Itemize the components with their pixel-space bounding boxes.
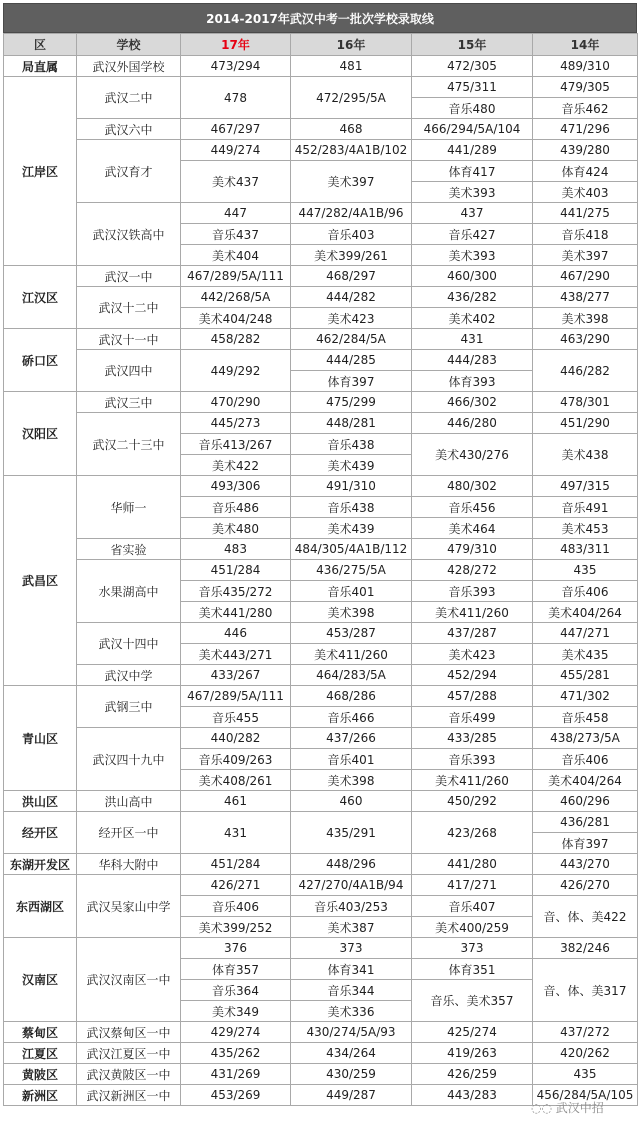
score-cell: 音乐427 (412, 224, 533, 245)
school-cell: 武汉汉南区一中 (77, 938, 181, 1022)
school-cell: 武汉黄陂区一中 (77, 1064, 181, 1085)
score-cell: 美术411/260 (412, 602, 533, 623)
district-cell: 武昌区 (4, 476, 77, 686)
table-row (4, 287, 638, 308)
district-cell: 江岸区 (4, 77, 77, 266)
school-cell: 武汉四中 (77, 350, 181, 392)
score-cell: 444/283 (412, 350, 533, 371)
school-cell: 武汉二中 (77, 77, 181, 119)
score-cell: 457/288 (412, 686, 533, 707)
district-cell: 洪山区 (4, 791, 77, 812)
score-cell: 470/290 (181, 392, 291, 413)
school-cell: 洪山高中 (77, 791, 181, 812)
score-cell: 美术404/264 (533, 770, 638, 791)
score-cell: 453/269 (181, 1085, 291, 1106)
watermark-label: 武汉中招 (555, 1101, 604, 1115)
score-cell: 音乐456 (412, 497, 533, 518)
score-cell: 音乐407 (412, 896, 533, 917)
score-cell: 音乐438 (291, 434, 412, 455)
score-cell: 美术402 (412, 308, 533, 329)
score-cell: 美术411/260 (412, 770, 533, 791)
score-cell: 音乐437 (181, 224, 291, 245)
column-header-school: 学校 (77, 34, 181, 56)
table-row (4, 1043, 638, 1064)
score-cell: 452/283/4A1B/102 (291, 140, 412, 161)
score-cell: 467/290 (533, 266, 638, 287)
school-cell: 武钢三中 (77, 686, 181, 728)
school-cell: 经开区一中 (77, 812, 181, 854)
score-cell: 美术397 (533, 245, 638, 266)
district-cell: 硚口区 (4, 329, 77, 392)
score-cell: 音乐435/272 (181, 581, 291, 602)
school-cell: 武汉六中 (77, 119, 181, 140)
score-cell: 467/297 (181, 119, 291, 140)
score-cell: 美术393 (412, 245, 533, 266)
score-cell: 493/306 (181, 476, 291, 497)
score-cell: 美术398 (291, 602, 412, 623)
school-cell: 武汉新洲区一中 (77, 1085, 181, 1106)
school-cell: 华师一 (77, 476, 181, 539)
score-cell: 美术404 (181, 245, 291, 266)
table-row (4, 791, 638, 812)
table-row (4, 728, 638, 749)
score-cell: 481 (291, 56, 412, 77)
column-header-2017: 17年 (181, 34, 291, 56)
score-cell: 461 (181, 791, 291, 812)
district-cell: 汉南区 (4, 938, 77, 1022)
score-cell: 491/310 (291, 476, 412, 497)
score-cell: 437 (412, 203, 533, 224)
score-cell: 438/277 (533, 287, 638, 308)
school-cell: 水果湖高中 (77, 560, 181, 623)
score-cell: 美术439 (291, 518, 412, 539)
score-cell: 美术399/261 (291, 245, 412, 266)
score-cell: 480/302 (412, 476, 533, 497)
score-cell: 460/296 (533, 791, 638, 812)
score-cell: 音乐406 (181, 896, 291, 917)
table-row (4, 539, 638, 560)
score-cell: 436/275/5A (291, 560, 412, 581)
score-cell: 449/287 (291, 1085, 412, 1106)
score-cell: 美术423 (291, 308, 412, 329)
district-cell: 江汉区 (4, 266, 77, 329)
school-cell: 武汉三中 (77, 392, 181, 413)
school-cell: 武汉吴家山中学 (77, 875, 181, 938)
school-cell: 武汉外国学校 (77, 56, 181, 77)
score-cell: 音乐486 (181, 497, 291, 518)
table-row (4, 1022, 638, 1043)
score-cell: 373 (412, 938, 533, 959)
score-cell: 音乐491 (533, 497, 638, 518)
score-cell: 446 (181, 623, 291, 644)
score-cell: 美术423 (412, 644, 533, 665)
score-cell: 435/262 (181, 1043, 291, 1064)
score-cell: 435/291 (291, 812, 412, 854)
score-cell: 体育351 (412, 959, 533, 980)
score-cell: 美术399/252 (181, 917, 291, 938)
score-cell: 450/292 (412, 791, 533, 812)
score-cell: 音乐403 (291, 224, 412, 245)
score-cell: 音乐438 (291, 497, 412, 518)
score-cell: 431 (412, 329, 533, 350)
score-cell: 美术397 (291, 161, 412, 203)
score-cell: 美术387 (291, 917, 412, 938)
table-body (4, 56, 638, 1106)
district-cell: 新洲区 (4, 1085, 77, 1106)
score-cell: 美术393 (412, 182, 533, 203)
score-cell: 451/284 (181, 854, 291, 875)
score-cell: 489/310 (533, 56, 638, 77)
score-cell: 音乐455 (181, 707, 291, 728)
district-cell: 局直属 (4, 56, 77, 77)
table-row (4, 392, 638, 413)
score-cell: 429/274 (181, 1022, 291, 1043)
district-cell: 青山区 (4, 686, 77, 791)
score-cell: 美术435 (533, 644, 638, 665)
school-cell: 武汉育才 (77, 140, 181, 203)
score-cell: 478 (181, 77, 291, 119)
score-cell: 美术422 (181, 455, 291, 476)
score-cell: 435 (533, 1064, 638, 1085)
score-cell: 483/311 (533, 539, 638, 560)
score-cell: 479/310 (412, 539, 533, 560)
score-cell: 美术404/248 (181, 308, 291, 329)
score-cell: 426/270 (533, 875, 638, 896)
score-cell: 437/272 (533, 1022, 638, 1043)
score-cell: 451/284 (181, 560, 291, 581)
score-cell: 美术411/260 (291, 644, 412, 665)
score-cell: 音乐413/267 (181, 434, 291, 455)
score-cell: 475/311 (412, 77, 533, 98)
score-cell: 443/283 (412, 1085, 533, 1106)
school-cell: 武汉一中 (77, 266, 181, 287)
score-cell: 美术349 (181, 1001, 291, 1022)
score-cell: 体育397 (533, 833, 638, 854)
district-cell: 蔡甸区 (4, 1022, 77, 1043)
score-cell: 音乐401 (291, 749, 412, 770)
score-cell: 472/295/5A (291, 77, 412, 119)
score-cell: 419/263 (412, 1043, 533, 1064)
column-header-2014: 14年 (533, 34, 638, 56)
school-cell: 武汉十四中 (77, 623, 181, 665)
score-cell: 467/289/5A/111 (181, 686, 291, 707)
score-cell: 466/302 (412, 392, 533, 413)
score-cell: 437/287 (412, 623, 533, 644)
table-row (4, 623, 638, 644)
table-row (4, 119, 638, 140)
score-cell: 441/275 (533, 203, 638, 224)
score-cell: 471/302 (533, 686, 638, 707)
score-cell: 426/271 (181, 875, 291, 896)
score-cell: 美术453 (533, 518, 638, 539)
score-cell: 438/273/5A (533, 728, 638, 749)
score-cell: 478/301 (533, 392, 638, 413)
score-cell: 美术443/271 (181, 644, 291, 665)
table-row (4, 854, 638, 875)
score-cell: 体育424 (533, 161, 638, 182)
score-cell: 475/299 (291, 392, 412, 413)
score-cell: 436/281 (533, 812, 638, 833)
score-cell: 体育393 (412, 371, 533, 392)
district-cell: 经开区 (4, 812, 77, 854)
score-cell: 431 (181, 812, 291, 854)
district-cell: 汉阳区 (4, 392, 77, 476)
score-cell: 479/305 (533, 77, 638, 98)
score-cell: 美术464 (412, 518, 533, 539)
score-cell: 460 (291, 791, 412, 812)
score-cell: 433/267 (181, 665, 291, 686)
table-row (4, 329, 638, 350)
score-cell: 376 (181, 938, 291, 959)
score-cell: 463/290 (533, 329, 638, 350)
score-cell: 体育357 (181, 959, 291, 980)
score-cell: 430/274/5A/93 (291, 1022, 412, 1043)
score-cell: 447/282/4A1B/96 (291, 203, 412, 224)
score-cell: 447/271 (533, 623, 638, 644)
score-cell: 437/266 (291, 728, 412, 749)
score-cell: 音、体、美422 (533, 896, 638, 938)
table-row (4, 350, 638, 371)
score-cell: 美术480 (181, 518, 291, 539)
column-header-2015: 15年 (412, 34, 533, 56)
score-cell: 435 (533, 560, 638, 581)
table-row (4, 476, 638, 497)
score-cell: 448/296 (291, 854, 412, 875)
score-cell: 音乐462 (533, 98, 638, 119)
table-row (4, 1064, 638, 1085)
score-cell: 音乐401 (291, 581, 412, 602)
score-cell: 468 (291, 119, 412, 140)
school-cell: 武汉蔡甸区一中 (77, 1022, 181, 1043)
score-cell: 体育397 (291, 371, 412, 392)
table-row (4, 56, 638, 77)
score-cell: 431/269 (181, 1064, 291, 1085)
score-cell: 436/282 (412, 287, 533, 308)
district-cell: 黄陂区 (4, 1064, 77, 1085)
score-cell: 447 (181, 203, 291, 224)
score-cell: 460/300 (412, 266, 533, 287)
score-cell: 467/289/5A/111 (181, 266, 291, 287)
school-cell: 武汉四十九中 (77, 728, 181, 791)
score-cell: 美术404/264 (533, 602, 638, 623)
score-cell: 420/262 (533, 1043, 638, 1064)
admission-score-table (3, 33, 638, 1106)
score-cell: 458/282 (181, 329, 291, 350)
table-row (4, 665, 638, 686)
score-table-card (3, 3, 637, 1115)
score-cell: 444/285 (291, 350, 412, 371)
score-cell: 453/287 (291, 623, 412, 644)
score-cell: 音乐344 (291, 980, 412, 1001)
score-cell: 444/282 (291, 287, 412, 308)
score-cell: 423/268 (412, 812, 533, 854)
score-cell: 音乐418 (533, 224, 638, 245)
school-cell: 武汉汉铁高中 (77, 203, 181, 266)
school-cell: 武汉二十三中 (77, 413, 181, 476)
score-cell: 430/259 (291, 1064, 412, 1085)
score-cell: 音乐406 (533, 749, 638, 770)
column-header-2016: 16年 (291, 34, 412, 56)
score-cell: 美术439 (291, 455, 412, 476)
score-cell: 音乐、美术357 (412, 980, 533, 1022)
score-cell: 音乐458 (533, 707, 638, 728)
score-cell: 美术438 (533, 434, 638, 476)
score-cell: 484/305/4A1B/112 (291, 539, 412, 560)
score-cell: 音乐364 (181, 980, 291, 1001)
table-row (4, 812, 638, 833)
score-cell: 音乐406 (533, 581, 638, 602)
score-cell: 445/273 (181, 413, 291, 434)
score-cell: 美术398 (533, 308, 638, 329)
column-header-district: 区 (4, 34, 77, 56)
score-cell: 382/246 (533, 938, 638, 959)
table-row (4, 413, 638, 434)
score-cell: 472/305 (412, 56, 533, 77)
score-cell: 449/274 (181, 140, 291, 161)
score-cell: 440/282 (181, 728, 291, 749)
district-cell: 东湖开发区 (4, 854, 77, 875)
score-cell: 439/280 (533, 140, 638, 161)
score-cell: 441/280 (412, 854, 533, 875)
score-cell: 434/264 (291, 1043, 412, 1064)
score-cell: 427/270/4A1B/94 (291, 875, 412, 896)
wechat-watermark (531, 1099, 604, 1116)
score-cell: 美术437 (181, 161, 291, 203)
table-title: 2014-2017年武汉中考一批次学校录取线 (3, 3, 637, 33)
score-cell: 音乐466 (291, 707, 412, 728)
score-cell: 471/296 (533, 119, 638, 140)
score-cell: 443/270 (533, 854, 638, 875)
school-cell: 武汉十二中 (77, 287, 181, 329)
table-row (4, 560, 638, 581)
score-cell: 428/272 (412, 560, 533, 581)
score-cell: 446/282 (533, 350, 638, 392)
score-cell: 美术430/276 (412, 434, 533, 476)
score-cell: 音乐499 (412, 707, 533, 728)
score-cell: 373 (291, 938, 412, 959)
table-row (4, 140, 638, 161)
score-cell: 446/280 (412, 413, 533, 434)
score-cell: 体育417 (412, 161, 533, 182)
score-cell: 455/281 (533, 665, 638, 686)
score-cell: 497/315 (533, 476, 638, 497)
table-row (4, 203, 638, 224)
wechat-icon: ◌◌ (531, 1101, 552, 1115)
score-cell: 441/289 (412, 140, 533, 161)
score-cell: 473/294 (181, 56, 291, 77)
school-cell: 武汉中学 (77, 665, 181, 686)
score-cell: 462/284/5A (291, 329, 412, 350)
score-cell: 449/292 (181, 350, 291, 392)
score-cell: 音乐393 (412, 581, 533, 602)
score-cell: 417/271 (412, 875, 533, 896)
score-cell: 美术400/259 (412, 917, 533, 938)
table-row (4, 686, 638, 707)
score-cell: 美术398 (291, 770, 412, 791)
score-cell: 442/268/5A (181, 287, 291, 308)
score-cell: 466/294/5A/104 (412, 119, 533, 140)
score-cell: 体育341 (291, 959, 412, 980)
score-cell: 美术336 (291, 1001, 412, 1022)
school-cell: 武汉江夏区一中 (77, 1043, 181, 1064)
table-row (4, 875, 638, 896)
score-cell: 468/286 (291, 686, 412, 707)
score-cell: 448/281 (291, 413, 412, 434)
score-cell: 美术408/261 (181, 770, 291, 791)
score-cell: 音乐409/263 (181, 749, 291, 770)
table-row (4, 77, 638, 98)
score-cell: 451/290 (533, 413, 638, 434)
district-cell: 江夏区 (4, 1043, 77, 1064)
school-cell: 武汉十一中 (77, 329, 181, 350)
score-cell: 452/294 (412, 665, 533, 686)
table-row (4, 938, 638, 959)
score-cell: 音乐403/253 (291, 896, 412, 917)
district-cell: 东西湖区 (4, 875, 77, 938)
score-cell: 音、体、美317 (533, 959, 638, 1022)
score-cell: 426/259 (412, 1064, 533, 1085)
score-cell: 美术441/280 (181, 602, 291, 623)
score-cell: 483 (181, 539, 291, 560)
table-row (4, 266, 638, 287)
school-cell: 华科大附中 (77, 854, 181, 875)
score-cell: 音乐393 (412, 749, 533, 770)
score-cell: 音乐480 (412, 98, 533, 119)
score-cell: 美术403 (533, 182, 638, 203)
score-cell: 433/285 (412, 728, 533, 749)
school-cell: 省实验 (77, 539, 181, 560)
score-cell: 468/297 (291, 266, 412, 287)
score-cell: 464/283/5A (291, 665, 412, 686)
table-header-row (4, 34, 638, 56)
score-cell: 456/284/5A/105 (533, 1085, 638, 1106)
score-cell: 425/274 (412, 1022, 533, 1043)
